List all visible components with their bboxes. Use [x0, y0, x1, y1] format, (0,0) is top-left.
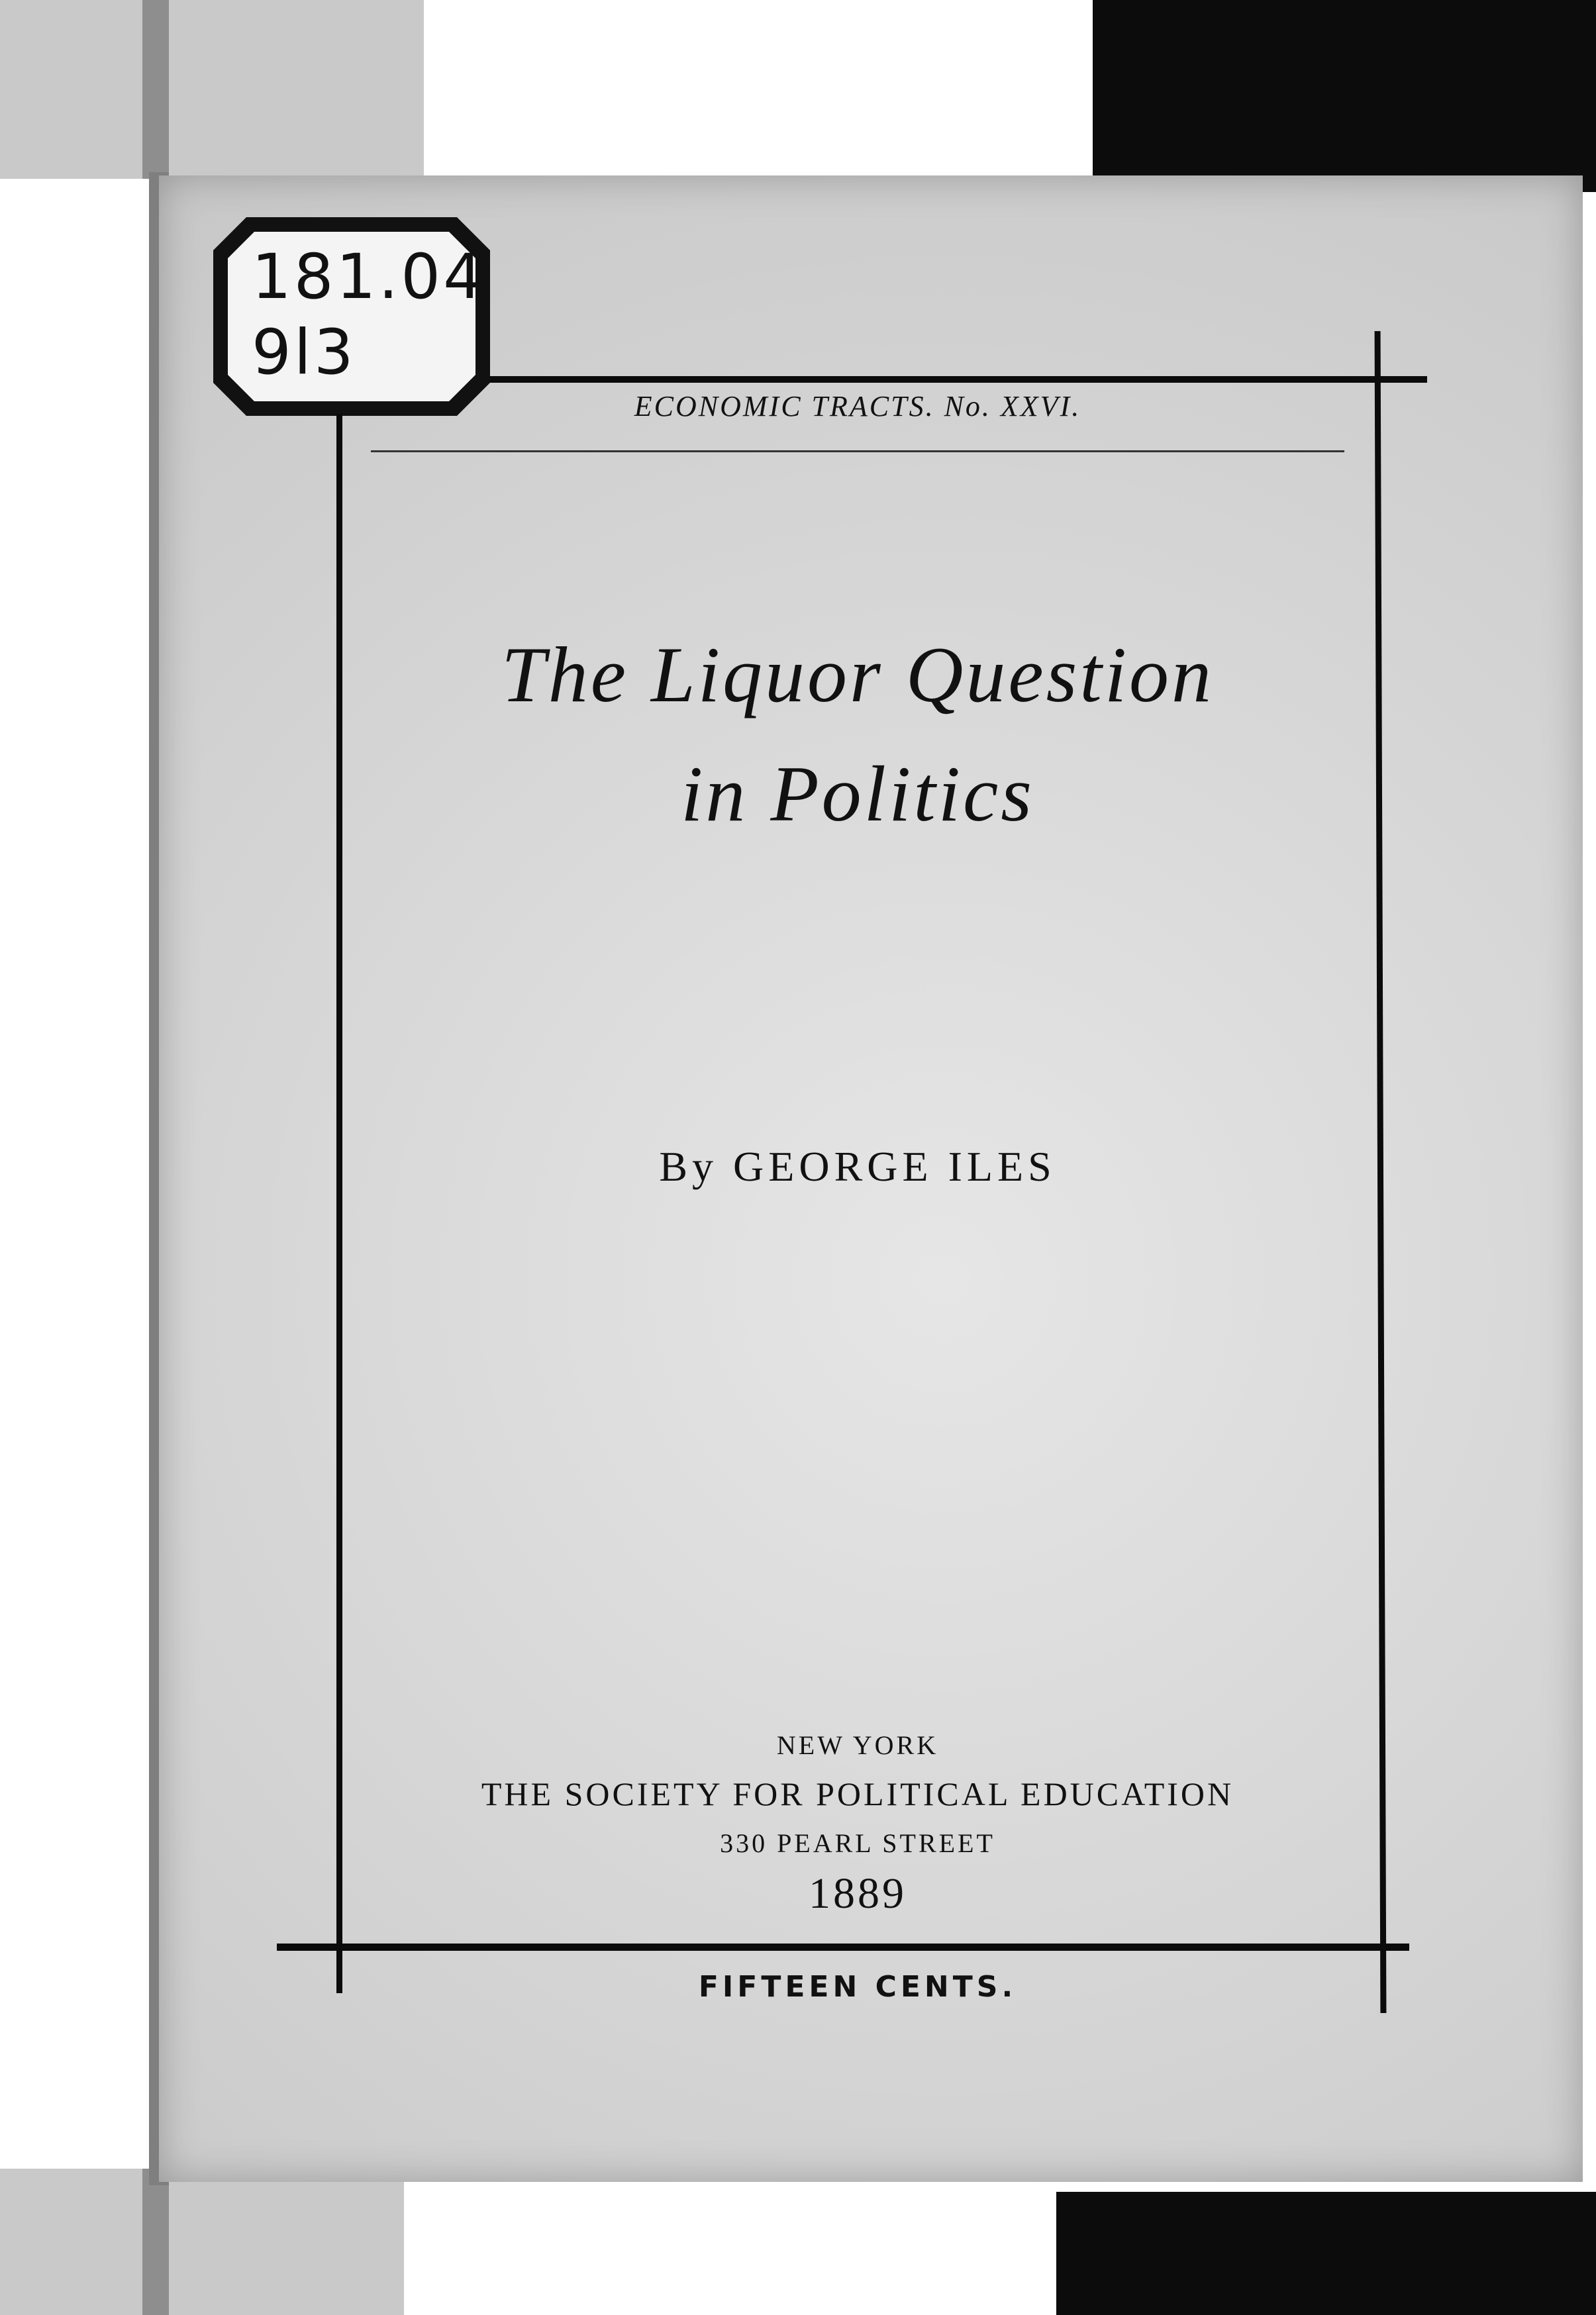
frame-rule-left — [336, 414, 342, 1993]
scan-fold-top — [142, 0, 169, 179]
scan-background-bottom-left — [0, 2169, 404, 2315]
publisher-name: THE SOCIETY FOR POLITICAL EDUCATION — [481, 1775, 1234, 1812]
scan-background-bottom-right — [1056, 2192, 1596, 2315]
title-line-1: The Liquor Question — [501, 630, 1215, 718]
call-number-line-2: 9l3 — [252, 317, 356, 389]
frame-rule-top — [490, 376, 1427, 383]
title-line-2: in Politics — [681, 750, 1034, 838]
scan-background-top-left — [0, 0, 424, 179]
call-number-line-1: 181.04 — [252, 241, 485, 313]
frame-rule-bottom — [277, 1944, 1409, 1951]
publisher-city: NEW YORK — [776, 1730, 939, 1760]
publisher-address: 330 PEARL STREET — [720, 1828, 995, 1858]
scan-fold-bottom — [142, 2169, 169, 2315]
header-divider — [371, 450, 1344, 452]
author-byline: By GEORGE ILES — [659, 1143, 1056, 1190]
series-title: ECONOMIC TRACTS. No. XXVI. — [634, 390, 1081, 422]
price-label: FIFTEEN CENTS. — [698, 1970, 1017, 2004]
scan-background-top-right — [1093, 0, 1596, 192]
publication-year: 1889 — [809, 1869, 907, 1918]
